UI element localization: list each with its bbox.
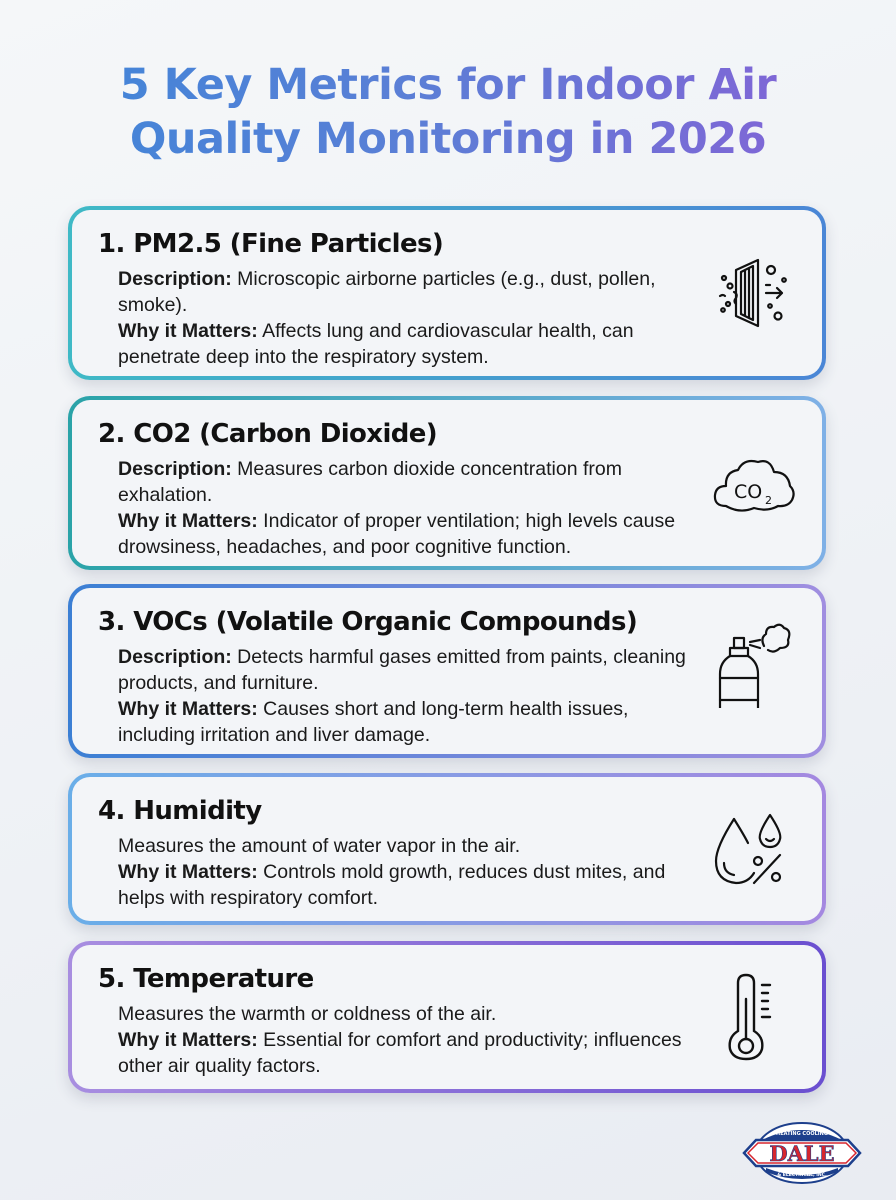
svg-text:2: 2 [765,494,772,507]
metric-heading: 5. Temperature [98,964,314,994]
metric-card-temperature [68,941,826,1093]
why-label: Why it Matters: [118,320,258,342]
why-label: Why it Matters: [118,698,258,720]
description-text: Microscopic airborne particles (e.g., dust, pollen, smoke). [118,268,656,316]
metric-body [102,456,692,560]
description-text: Detects harmful gases emitted from paints, cleaning products, and furniture. [118,646,686,694]
water-drops-percent-icon [708,805,798,895]
metric-card-co2 [68,396,826,570]
dale-logo [738,1118,866,1188]
air-filter-particles-icon [708,248,798,338]
why-label: Why it Matters: [118,510,258,532]
description-label: Description: [118,268,232,290]
metric-body [102,1001,692,1079]
metric-card-pm25 [68,206,826,380]
metric-body [102,833,692,911]
spray-bottle-icon [708,618,798,708]
description-label: Description: [118,646,232,668]
why-text: Causes short and long-term health issues, including irritation and liver damage. [118,698,629,746]
why-label: Why it Matters: [118,861,258,883]
co2-cloud-icon [708,440,798,530]
description-label: Description: [118,458,232,480]
title-line-1: 5 Key Metrics for Indoor Air [119,60,777,110]
description-text: Measures the warmth or coldness of the air. [118,1003,497,1025]
metric-heading: 3. VOCs (Volatile Organic Compounds) [98,607,638,637]
thermometer-icon [702,971,792,1061]
metric-card-vocs [68,584,826,758]
page-title [0,58,896,166]
metric-card-humidity [68,773,826,925]
svg-text:CO: CO [734,481,763,503]
metric-body [102,644,692,748]
why-text: Controls mold growth, reduces dust mites, and helps with respiratory comfort. [118,861,666,909]
why-text: Affects lung and cardiovascular health, can penetrate deep into the respiratory system. [118,320,634,368]
svg-text:& ELECTRICAL, INC.: & ELECTRICAL, INC. [777,1173,827,1178]
svg-text:DALE: DALE [769,1141,835,1166]
why-text: Essential for comfort and productivity; influences other air quality factors. [118,1029,682,1077]
title-line-2: Quality Monitoring in 2026 [129,114,767,164]
why-text: Indicator of proper ventilation; high levels cause drowsiness, headaches, and poor cognitive function. [118,510,676,558]
why-label: Why it Matters: [118,1029,258,1051]
metric-heading: 4. Humidity [98,796,262,826]
metric-body [102,266,692,370]
metric-heading: 1. PM2.5 (Fine Particles) [98,229,444,259]
metric-heading: 2. CO2 (Carbon Dioxide) [98,419,438,449]
description-text: Measures carbon dioxide concentration from exhalation. [118,458,622,506]
svg-text:HEATING COOLING: HEATING COOLING [776,1131,828,1137]
description-text: Measures the amount of water vapor in the air. [118,835,521,857]
